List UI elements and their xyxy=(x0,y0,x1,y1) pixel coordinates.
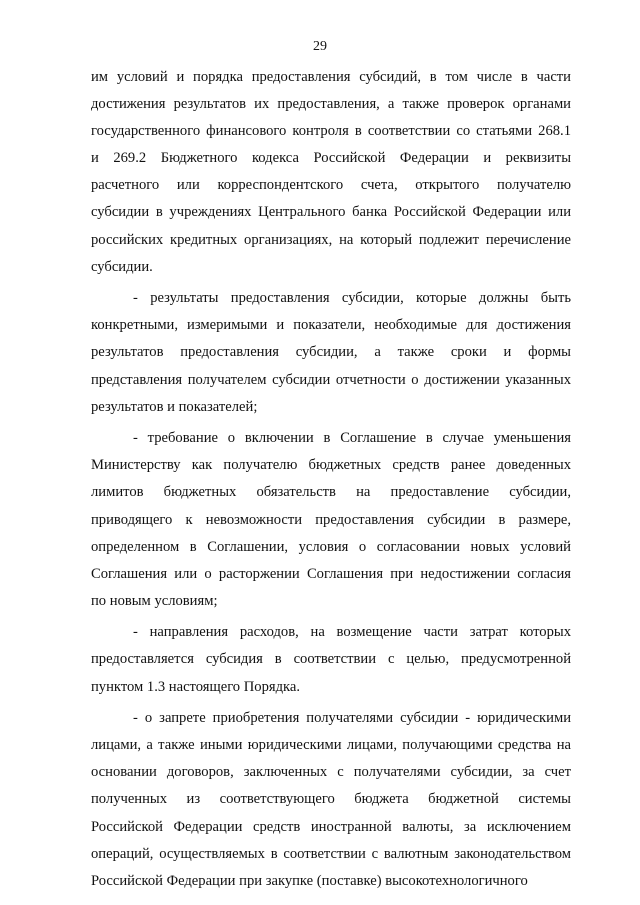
text-line: лицами, а также иными юридическими лицами, получающими средства на xyxy=(91,737,571,754)
text-line: субсидии в учреждениях Центрального банка Российской Федерации или xyxy=(91,204,571,221)
text-line: российских кредитных организациях, на который подлежит перечисление xyxy=(91,231,571,248)
text-line: - направления расходов, на возмещение части затрат которых xyxy=(133,624,571,641)
text-line: предоставляется субсидия в соответствии с целью, предусмотренной xyxy=(91,651,571,668)
text-line: приводящего к невозможности предоставления субсидии в размере, xyxy=(91,511,571,528)
text-line: полученных из соответствующего бюджета бюджетной системы xyxy=(91,791,571,808)
paragraph xyxy=(91,64,571,281)
text-line: государственного финансового контроля в соответствии со статьями 268.1 xyxy=(91,123,571,140)
text-line: им условий и порядка предоставления субсидий, в том числе в части xyxy=(91,69,571,85)
text-line: представления получателем субсидии отчетности о достижении указанных xyxy=(91,371,571,388)
text-line: результатов и показателей; xyxy=(91,398,258,415)
text-line: Министерству как получателю бюджетных средств ранее доведенных xyxy=(91,457,571,474)
paragraph xyxy=(91,705,571,895)
page-number: 29 xyxy=(313,39,327,54)
text-line: лимитов бюджетных обязательств на предоставление субсидии, xyxy=(91,484,571,501)
text-line: операций, осуществляемых в соответствии с валютным законодательством xyxy=(91,845,571,862)
text-line: Российской Федерации при закупке (поставке) высокотехнологичного xyxy=(91,872,528,889)
paragraph xyxy=(91,619,571,700)
text-line: Соглашения или о расторжении Соглашения при недостижении согласия xyxy=(91,565,571,582)
text-line: - о запрете приобретения получателями субсидии - юридическими xyxy=(133,710,571,727)
text-line: результатов предоставления субсидии, а также сроки и формы xyxy=(91,344,571,361)
text-line: - требование о включении в Соглашение в случае уменьшения xyxy=(133,430,571,447)
text-line: основании договоров, заключенных с получателями субсидии, за счет xyxy=(91,764,571,781)
text-line: Российской Федерации средств иностранной валюты, за исключением xyxy=(91,818,571,835)
text-line: расчетного или корреспондентского счета, открытого получателю xyxy=(91,177,571,194)
text-line: субсидии. xyxy=(91,258,153,275)
text-line: определенном в Соглашении, условия о согласовании новых условий xyxy=(91,538,571,555)
text-line: по новым условиям; xyxy=(91,592,218,609)
paragraph xyxy=(91,425,571,615)
text-line: и 269.2 Бюджетного кодекса Российской Федерации и реквизиты xyxy=(91,150,571,167)
text-line: достижения результатов их предоставления, а также проверок органами xyxy=(91,96,571,113)
paragraph xyxy=(91,285,571,420)
text-line: конкретными, измеримыми и показатели, необходимые для достижения xyxy=(91,317,571,334)
text-line: - результаты предоставления субсидии, которые должны быть xyxy=(133,290,571,307)
text-line: пунктом 1.3 настоящего Порядка. xyxy=(91,678,301,695)
body-text xyxy=(91,64,571,895)
